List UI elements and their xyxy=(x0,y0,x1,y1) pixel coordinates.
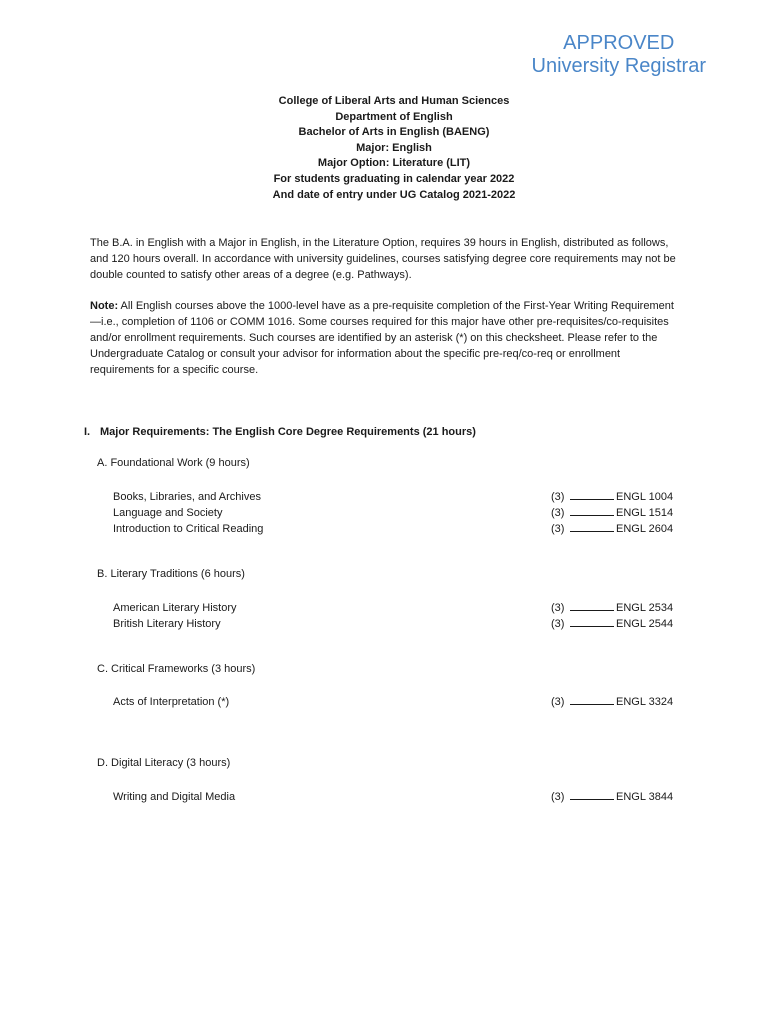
checkoff-blank xyxy=(570,610,614,611)
course-code: ENGL 2534 xyxy=(616,602,674,614)
note-paragraph xyxy=(90,298,680,378)
course-row xyxy=(113,489,672,505)
course-row xyxy=(113,521,672,537)
course-code: ENGL 1004 xyxy=(616,491,674,503)
document-header xyxy=(0,94,770,203)
course-name: Introduction to Critical Reading xyxy=(113,523,264,535)
department-name: Department of English xyxy=(335,110,453,123)
course-code: ENGL 2604 xyxy=(616,523,674,535)
course-hours: (3) xyxy=(551,696,565,708)
course-name: British Literary History xyxy=(113,618,221,630)
intro-paragraph: The B.A. in English with a Major in English, in the Literature Option, requires 39 hours in English, distributed as follows, and 120 hours overall. In accordance with university guidelines, courses satisfying degree core requirements may not be double counted to satisfy other areas of a degree (e.g. Pathways). xyxy=(90,237,676,281)
course-name: Acts of Interpretation (*) xyxy=(113,696,230,708)
course-hours: (3) xyxy=(551,507,565,519)
stamp-approved-text: APPROVED xyxy=(563,32,675,54)
graduation-year: For students graduating in calendar year 2022 xyxy=(273,172,515,185)
course-row xyxy=(113,789,672,805)
course-hours: (3) xyxy=(551,602,565,614)
course-row xyxy=(113,600,672,616)
approval-stamp xyxy=(532,32,706,78)
course-code: ENGL 1514 xyxy=(616,507,674,519)
course-code: ENGL 3324 xyxy=(616,696,674,708)
course-name: American Literary History xyxy=(113,602,237,614)
course-code: ENGL 3844 xyxy=(616,791,674,803)
course-hours: (3) xyxy=(551,618,565,630)
group-heading-digital-literacy: D. Digital Literacy (3 hours) xyxy=(97,757,231,769)
checkoff-blank xyxy=(570,799,614,800)
checkoff-blank xyxy=(570,515,614,516)
course-name: Language and Society xyxy=(113,507,223,519)
course-code: ENGL 2544 xyxy=(616,618,674,630)
catalog-entry: And date of entry under UG Catalog 2021-2022 xyxy=(272,188,516,201)
note-text: All English courses above the 1000-level have as a pre-requisite completion of the First-Year Writing Requirement—i.e., completion of 1106 or COMM 1016. Some courses required for this major have other pre-requisites/co-requisites and/or enrollment requirements. Such courses are identified by an asterisk (*) on this checksheet. Please refer to the Undergraduate Catalog or consult your advisor for information about the specific pre-req/co-req or enrollment requirements for a specific course. xyxy=(90,300,674,376)
course-hours: (3) xyxy=(551,491,565,503)
section-heading: Major Requirements: The English Core Degree Requirements (21 hours) xyxy=(100,426,476,438)
major-option: Major Option: Literature (LIT) xyxy=(317,157,471,170)
group-heading-critical-frameworks: C. Critical Frameworks (3 hours) xyxy=(97,663,256,675)
section-numeral: I. xyxy=(84,426,91,438)
course-name: Books, Libraries, and Archives xyxy=(113,491,261,503)
course-hours: (3) xyxy=(551,791,565,803)
note-label: Note: xyxy=(90,300,119,312)
course-row xyxy=(113,694,672,710)
course-hours: (3) xyxy=(551,523,565,535)
group-heading-literary-traditions: B. Literary Traditions (6 hours) xyxy=(97,568,245,580)
checkoff-blank xyxy=(570,626,614,627)
degree-name: Bachelor of Arts in English (BAENG) xyxy=(298,126,490,139)
checkoff-blank xyxy=(570,704,614,705)
course-row xyxy=(113,505,672,521)
stamp-registrar-text: University Registrar xyxy=(531,55,706,77)
course-row xyxy=(113,616,672,632)
course-name: Writing and Digital Media xyxy=(113,791,236,803)
checkoff-blank xyxy=(570,499,614,500)
major-name: Major: English xyxy=(356,141,432,154)
section-title xyxy=(84,426,476,438)
group-heading-foundational: A. Foundational Work (9 hours) xyxy=(97,457,250,469)
college-name: College of Liberal Arts and Human Sciences xyxy=(278,95,510,107)
checkoff-blank xyxy=(570,531,614,532)
